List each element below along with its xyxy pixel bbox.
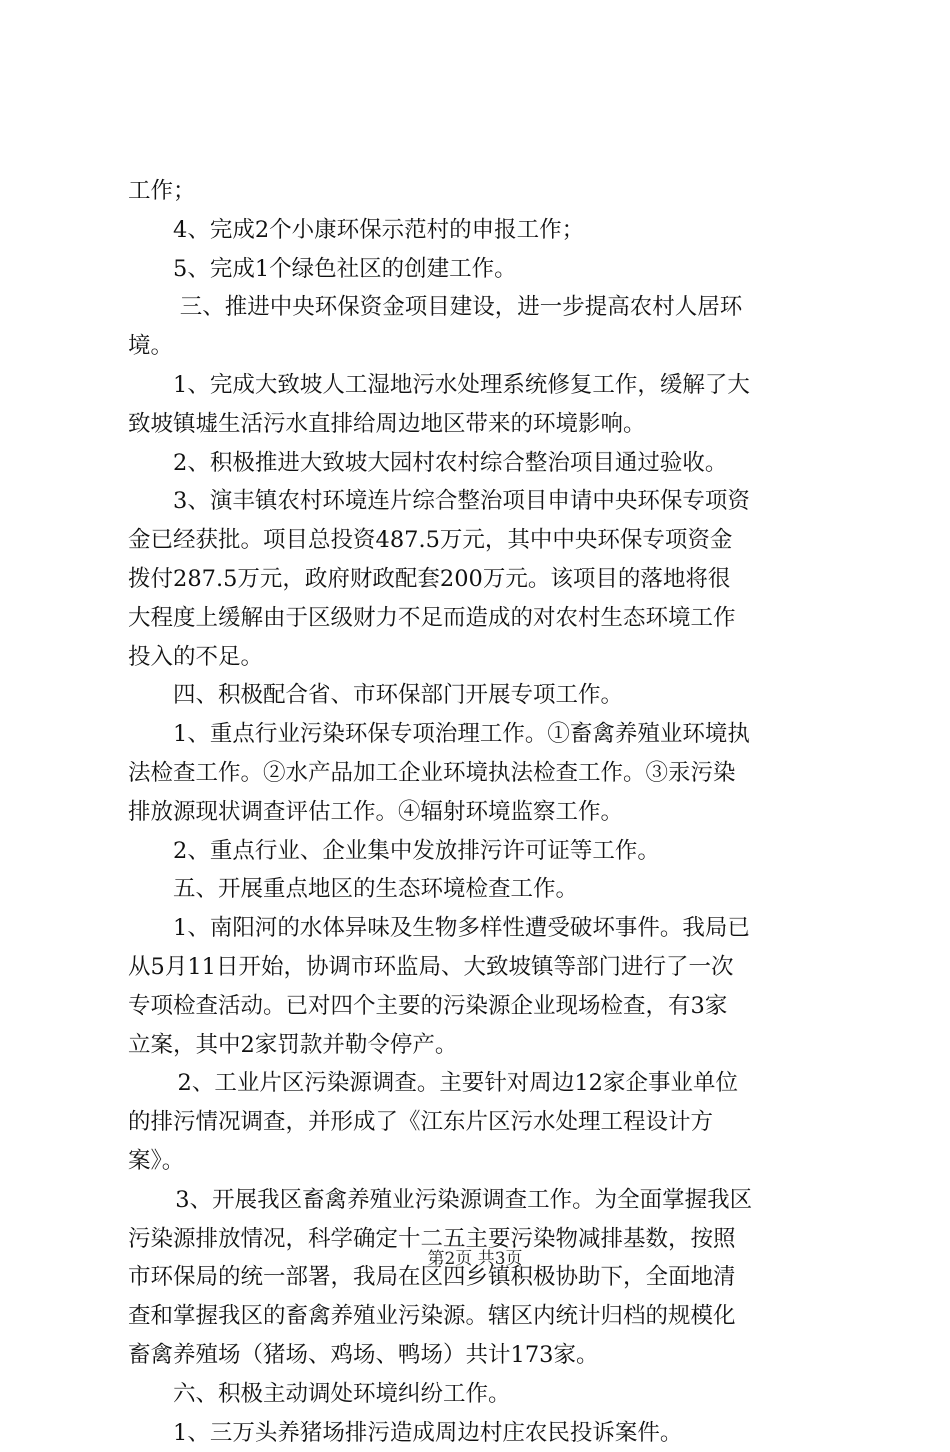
text-line: 四、积极配合省、市环保部门开展专项工作。 xyxy=(128,676,838,715)
text-line: 1、重点行业污染环保专项治理工作。①畜禽养殖业环境执 xyxy=(128,715,838,754)
text-line: 立案，其中2家罚款并勒令停产。 xyxy=(128,1026,838,1065)
page-footer: 第2页 共3页 xyxy=(0,1244,950,1269)
text-line: 大程度上缓解由于区级财力不足而造成的对农村生态环境工作 xyxy=(128,599,838,638)
text-line: 境。 xyxy=(128,327,838,366)
text-line: 5、完成1个绿色社区的创建工作。 xyxy=(128,250,838,289)
text-line: 3、演丰镇农村环境连片综合整治项目申请中央环保专项资 xyxy=(128,482,838,521)
text-line: 专项检查活动。已对四个主要的污染源企业现场检查，有3家 xyxy=(128,987,838,1026)
text-line: 4、完成2个小康环保示范村的申报工作； xyxy=(128,211,838,250)
text-line: 畜禽养殖场（猪场、鸡场、鸭场）共计173家。 xyxy=(128,1336,838,1375)
text-line: 案》。 xyxy=(128,1142,838,1181)
text-line: 市环保局的统一部署，我局在区四乡镇积极协助下，全面地清 xyxy=(128,1258,838,1297)
text-line: 1、完成大致坡人工湿地污水处理系统修复工作，缓解了大 xyxy=(128,366,838,405)
text-line: 1、南阳河的水体异味及生物多样性遭受破坏事件。我局已 xyxy=(128,909,838,948)
text-line: 3、开展我区畜禽养殖业污染源调查工作。为全面掌握我区 xyxy=(128,1181,838,1220)
text-line: 污染源排放情况，科学确定十二五主要污染物减排基数，按照 xyxy=(128,1220,838,1259)
text-line: 投入的不足。 xyxy=(128,638,838,677)
text-line: 三、推进中央环保资金项目建设，进一步提高农村人居环 xyxy=(128,288,838,327)
text-line: 六、积极主动调处环境纠纷工作。 xyxy=(128,1375,838,1414)
text-line: 工作； xyxy=(128,172,838,211)
text-line: 2、积极推进大致坡大园村农村综合整治项目通过验收。 xyxy=(128,444,838,483)
text-line: 排放源现状调查评估工作。④辐射环境监察工作。 xyxy=(128,793,838,832)
text-line: 1、三万头养猪场排污造成周边村庄农民投诉案件。 xyxy=(128,1414,838,1452)
text-line: 致坡镇墟生活污水直排给周边地区带来的环境影响。 xyxy=(128,405,838,444)
text-line: 查和掌握我区的畜禽养殖业污染源。辖区内统计归档的规模化 xyxy=(128,1297,838,1336)
text-line: 2、工业片区污染源调查。主要针对周边12家企事业单位 xyxy=(128,1064,838,1103)
text-line: 法检查工作。②水产品加工企业环境执法检查工作。③汞污染 xyxy=(128,754,838,793)
text-line: 从5月11日开始，协调市环监局、大致坡镇等部门进行了一次 xyxy=(128,948,838,987)
text-line: 五、开展重点地区的生态环境检查工作。 xyxy=(128,870,838,909)
text-line: 的排污情况调查，并形成了《江东片区污水处理工程设计方 xyxy=(128,1103,838,1142)
text-line: 金已经获批。项目总投资487.5万元，其中中央环保专项资金 xyxy=(128,521,838,560)
text-line: 拨付287.5万元，政府财政配套200万元。该项目的落地将很 xyxy=(128,560,838,599)
text-line: 2、重点行业、企业集中发放排污许可证等工作。 xyxy=(128,832,838,871)
